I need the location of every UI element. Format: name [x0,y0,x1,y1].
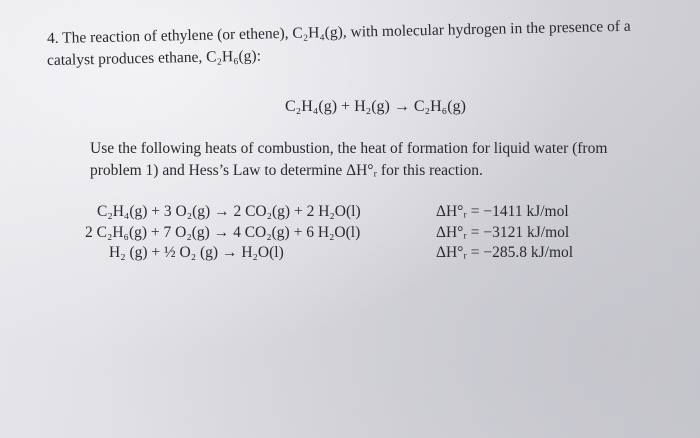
reaction-equation-1: C₂H₄(g) + 3 O₂(g) → 2 CO₂(g) + 2 H₂O(l) [97,203,361,220]
reaction-enthalpy-2: ΔH°ᵣ = −3121 kJ/mol [436,224,570,241]
reaction-enthalpy-1: ΔH°ᵣ = −1411 kJ/mol [436,203,569,220]
main-reaction-equation: C₂H₄(g) + H₂(g) → C₂H₆(g) [285,98,466,115]
bleed-through-text [520,62,524,79]
reaction-equation-2: 2 C₂H₆(g) + 7 O₂(g) → 4 CO₂(g) + 6 H₂O(l) [85,224,361,241]
instructions-line-1: Use the following heats of combustion, the heat of formation for liquid water (from [90,140,608,157]
reaction-enthalpy-3: ΔH°ᵣ = −285.8 kJ/mol [436,244,574,261]
problem-line-2: catalyst produces ethane, C₂H₆(g): [46,47,262,69]
instructions-line-2: problem 1) and Hess’s Law to determine ΔH°ᵣ for this reaction. [90,162,483,179]
reaction-equation-3: H₂ (g) + ½ O₂ (g) → H₂O(l) [109,244,284,261]
problem-line-1: 4. The reaction of ethylene (or ethene), C₂H₄(g), with molecular hydrogen in the presence of a [46,17,631,47]
